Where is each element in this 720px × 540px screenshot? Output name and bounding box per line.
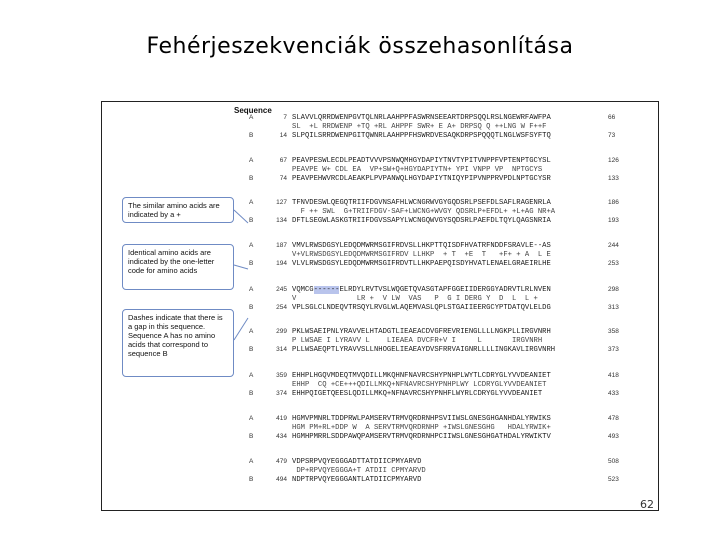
start-position: 134 [276, 217, 287, 224]
sequence-line [102, 157, 658, 166]
residue-string: PKLWSAEIPNLYRAVVELHTADGTLIEAEACDVGFREVRIENGLLLLNGKPLLIRGVNRH [292, 328, 551, 336]
residue-string: NDPTRPVQYEGGGANTLATDIICPMYARVD [292, 476, 422, 484]
end-position: 253 [608, 260, 619, 267]
match-string: SL +L RRDWENP +TQ +RL AHPPF SWR+ E A+ DRPSQ Q ++LNG W F++F [292, 123, 547, 131]
start-position: 314 [276, 346, 287, 353]
sequence-line [102, 114, 658, 123]
start-position: 299 [276, 328, 287, 335]
end-position: 133 [608, 175, 619, 182]
end-position: 193 [608, 217, 619, 224]
residue-string: VDPSRPVQYEGGGADTTATDIICPMYARVD [292, 458, 422, 466]
residue-string: HGMHPMRRLSDDPAWQPAMSERVTRMVQRDRNHPCIIWSLGNESGHGATHDALYRWIKTV [292, 433, 551, 441]
start-position: 479 [276, 458, 287, 465]
match-line [102, 123, 658, 132]
residue-string: EHHPLHGQVMDEQTMVQDILLMKQHNFNAVRCSHYPNHPLWYTLCDRYGLYVVDEANIET [292, 372, 551, 380]
page-number: 62 [640, 498, 654, 511]
residue-string: DFTLSEGWLASKGTRIIFDGVSSAPYLWCNGQWVGYSQDSRLPAEFDLTQYLQAGSNRIA [292, 217, 551, 225]
sequence-label: B [249, 132, 254, 139]
start-position: 194 [276, 260, 287, 267]
match-string: F ++ SWL G+TRIIFDGV-SAF+LWCNG+WVGY QDSRLP+EFDL+ +L+AG NR+A [292, 208, 556, 216]
sequence-heading: Sequence [234, 106, 272, 115]
end-position: 186 [608, 199, 619, 206]
sequence-line [102, 415, 658, 424]
sequence-label: A [249, 114, 254, 121]
sequence-line [102, 476, 658, 485]
end-position: 523 [608, 476, 619, 483]
sequence-line [102, 433, 658, 442]
sequence-line [102, 458, 658, 467]
start-position: 494 [276, 476, 287, 483]
residue-string: VQMCG------ELRDYLRVTVSLWQGETQVASGTAPFGGEIIDERGGYADRVTLRLNVEN [292, 286, 551, 294]
sequence-label: A [249, 415, 254, 422]
sequence-line [102, 175, 658, 184]
match-line [102, 424, 658, 433]
sequence-line [102, 390, 658, 399]
start-position: 127 [276, 199, 287, 206]
match-line [102, 381, 658, 390]
sequence-label: A [249, 157, 254, 164]
sequence-label: A [249, 286, 254, 293]
match-string: V+VLRWSDGSYLEDQDMWRMSGIFRDV LLHKP + T +E T +F+ + A L E [292, 251, 551, 259]
match-string: HGM PM+RL+DDP W A SERVTRMVQRDRNHP +IWSLGNESGHG HDALYRWIK+ [292, 424, 551, 432]
start-position: 245 [276, 286, 287, 293]
slide-title: Fehérjeszekvenciák összehasonlítása [146, 34, 574, 59]
start-position: 74 [279, 175, 287, 182]
end-position: 373 [608, 346, 619, 353]
residue-string: VPLSGLCLNDEQVTRSQYLRVGLWLAQEMVASLQPLSTGAIIEERGCYPTDATQVLELDG [292, 304, 551, 312]
end-position: 126 [608, 157, 619, 164]
match-string: DP+RPVQYEGGGA+T ATDII CPMYARVD [292, 467, 426, 475]
end-position: 433 [608, 390, 619, 397]
match-string: PEAVPE W+ CDL EA VP+SW+Q+HGYDAPIYTN+ YPI VNPP VP NPTGCYS [292, 166, 543, 174]
sequence-label: B [249, 433, 254, 440]
sequence-label: B [249, 390, 254, 397]
start-position: 359 [276, 372, 287, 379]
end-position: 508 [608, 458, 619, 465]
callout-gap: Dashes indicate that there is a gap in this sequence. Sequence A has no amino acids that correspond to sequence B [122, 309, 234, 377]
sequence-label: B [249, 304, 254, 311]
callout-identical: Identical amino acids are indicated by the one-letter code for amino acids [122, 244, 234, 290]
end-position: 244 [608, 242, 619, 249]
start-position: 187 [276, 242, 287, 249]
start-position: 254 [276, 304, 287, 311]
callout-similar: The similar amino acids are indicated by a + [122, 197, 234, 223]
end-position: 493 [608, 433, 619, 440]
sequence-label: A [249, 199, 254, 206]
end-position: 478 [608, 415, 619, 422]
residue-string: SLAVVLQRRDWENPGVTQLNRLAAHPPFASWRNSEEARTDRPSQQLRSLNGEWRFAWFPA [292, 114, 551, 122]
end-position: 298 [608, 286, 619, 293]
match-line [102, 295, 658, 304]
match-line [102, 166, 658, 175]
sequence-label: A [249, 458, 254, 465]
match-line [102, 467, 658, 476]
match-string: V LR + V LW VAS P G I DERG Y D L L + [292, 295, 538, 303]
sequence-line [102, 132, 658, 141]
end-position: 73 [608, 132, 616, 139]
end-position: 66 [608, 114, 616, 121]
start-position: 14 [279, 132, 287, 139]
match-string: EHHP CQ +CE+++QDILLMKQ+NFNAVRCSHYPNHPLWY LCDRYGLYVVDEANIET [292, 381, 547, 389]
residue-string: EHHPQIGETQEESLQDILLMKQ+NFNAVRCSHYPNHFLWYRLCDRYGLYVVDEANIET [292, 390, 543, 398]
residue-string: VLVLRWSDGSYLEDQDMWRMSGIFRDVTLLHKPAEPQISDYHVATLENAELGRAEIRLHE [292, 260, 551, 268]
sequence-label: B [249, 260, 254, 267]
residue-string: PLLWSAEQPTLYRAVVSLLNHOGELIEAEAYDVSFRRVAIGNRLLLLINGKAVLIRGVNRH [292, 346, 556, 354]
start-position: 434 [276, 433, 287, 440]
start-position: 67 [279, 157, 287, 164]
residue-string: VMVLRWSDGSYLEDQDMWRMSGIFRDVSLLHKPTTQISDFHVATRFNDDFSRAVLE--AS [292, 242, 551, 250]
residue-string: PEAVPEHWVRCDLAEAKPLPVPANWQLHGYDAPIYTNIQYPIPVNPPRVPDLNPTGCYSR [292, 175, 551, 183]
sequence-label: A [249, 328, 254, 335]
alignment-figure [101, 101, 659, 511]
sequence-label: B [249, 346, 254, 353]
residue-string: HGMVPMNRLTDDPRWLPAMSERVTRMVQRDRNHPSVIIWSLGNESGHGANHDALYRWIKS [292, 415, 551, 423]
residue-string: PEAVPESWLECDLPEADTVVVPSNWQMHGYDAPIYTNVTYPITVNPPFVPTENPTGCYSL [292, 157, 551, 165]
end-position: 313 [608, 304, 619, 311]
end-position: 358 [608, 328, 619, 335]
gap-highlight: ------ [313, 286, 340, 294]
sequence-label: B [249, 175, 254, 182]
residue-string: TFNVDESWLQEGQTRIIFDGVNSAFHLWCNGRWVGYGQDSRLPSEFDLSAFLRAGENRLA [292, 199, 551, 207]
start-position: 419 [276, 415, 287, 422]
sequence-label: B [249, 217, 254, 224]
residue-string: SLPQILSRRDWENPGITQWNRLAAHPPFHSWRDVESAQKDRPSPQQQTLNGLWSFSYFTQ [292, 132, 551, 140]
end-position: 418 [608, 372, 619, 379]
start-position: 7 [283, 114, 287, 121]
start-position: 374 [276, 390, 287, 397]
sequence-label: A [249, 372, 254, 379]
sequence-label: A [249, 242, 254, 249]
match-string: P LWSAE I LYRAVV L LIEAEA DVCFR+V I L IRGVNRH [292, 337, 543, 345]
sequence-label: B [249, 476, 254, 483]
